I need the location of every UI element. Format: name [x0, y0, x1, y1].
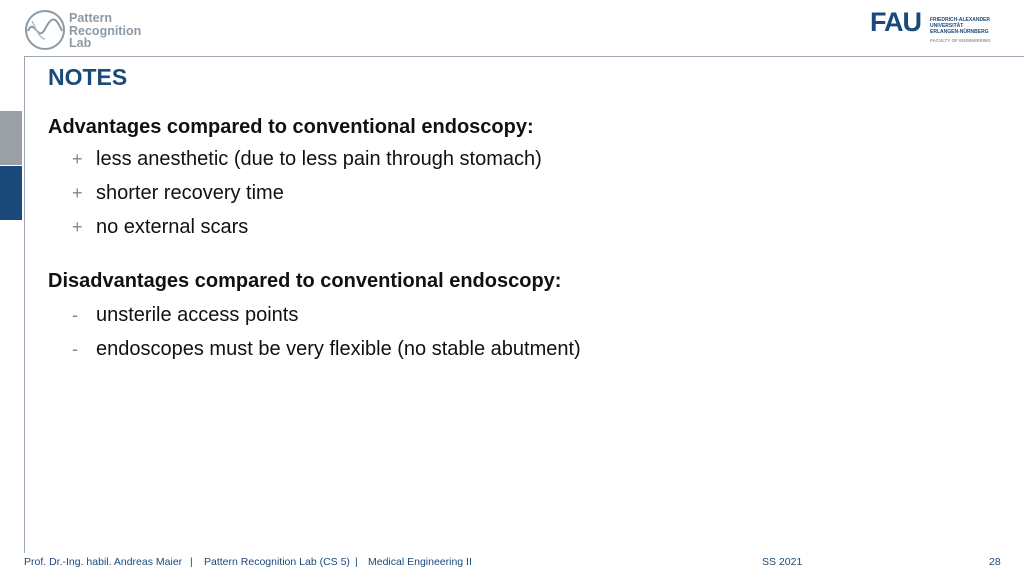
bullet-text: endoscopes must be very flexible (no stable abutment)	[96, 338, 581, 360]
side-tab-blue	[0, 166, 22, 220]
lab-logo-line2: Recognition	[69, 23, 142, 38]
lab-logo-line1: Pattern	[69, 11, 113, 25]
fau-logo	[870, 9, 1000, 45]
lab-wordmark	[69, 12, 141, 50]
list-item	[72, 338, 581, 361]
fau-university-name	[930, 17, 990, 35]
bullet-text: unsterile access points	[96, 304, 299, 326]
footer-term: SS 2021	[762, 556, 803, 568]
bullet-text: less anesthetic (due to less pain through stomach)	[96, 148, 542, 170]
list-item	[72, 182, 284, 205]
lab-emblem-icon	[24, 9, 66, 51]
minus-marker: -	[72, 339, 78, 359]
footer-lab: Pattern Recognition Lab (CS 5)	[204, 556, 350, 568]
list-item	[72, 216, 248, 239]
fau-mark: FAU	[870, 7, 921, 37]
footer-separator: |	[355, 556, 358, 568]
lab-logo-line3: Lab	[69, 36, 92, 50]
footer-author: Prof. Dr.-Ing. habil. Andreas Maier	[24, 556, 183, 568]
list-item	[72, 304, 298, 327]
list-item	[72, 148, 542, 171]
advantages-heading: Advantages compared to conventional endoscopy:	[48, 116, 534, 138]
slide-header	[0, 0, 1024, 56]
fau-line2: UNIVERSITÄT	[930, 23, 964, 29]
footer-course: Medical Engineering II	[368, 556, 472, 568]
slide-title: NOTES	[48, 64, 128, 90]
footer-page-number: 28	[989, 556, 1001, 568]
bullet-text: no external scars	[96, 216, 249, 238]
plus-marker: +	[72, 217, 83, 237]
pattern-recognition-lab-logo	[24, 9, 164, 51]
slide-footer	[24, 556, 1024, 572]
fau-faculty: FACULTY OF ENGINEERING	[930, 38, 991, 43]
plus-marker: +	[72, 183, 83, 203]
plus-marker: +	[72, 149, 83, 169]
minus-marker: -	[72, 305, 78, 325]
fau-line1: FRIEDRICH-ALEXANDER	[930, 17, 990, 23]
side-tab-gray	[0, 111, 22, 165]
footer-separator: |	[190, 556, 193, 568]
disadvantages-heading: Disadvantages compared to conventional endoscopy:	[48, 270, 562, 292]
fau-line3: ERLANGEN-NÜRNBERG	[930, 29, 989, 35]
bullet-text: shorter recovery time	[96, 182, 284, 204]
